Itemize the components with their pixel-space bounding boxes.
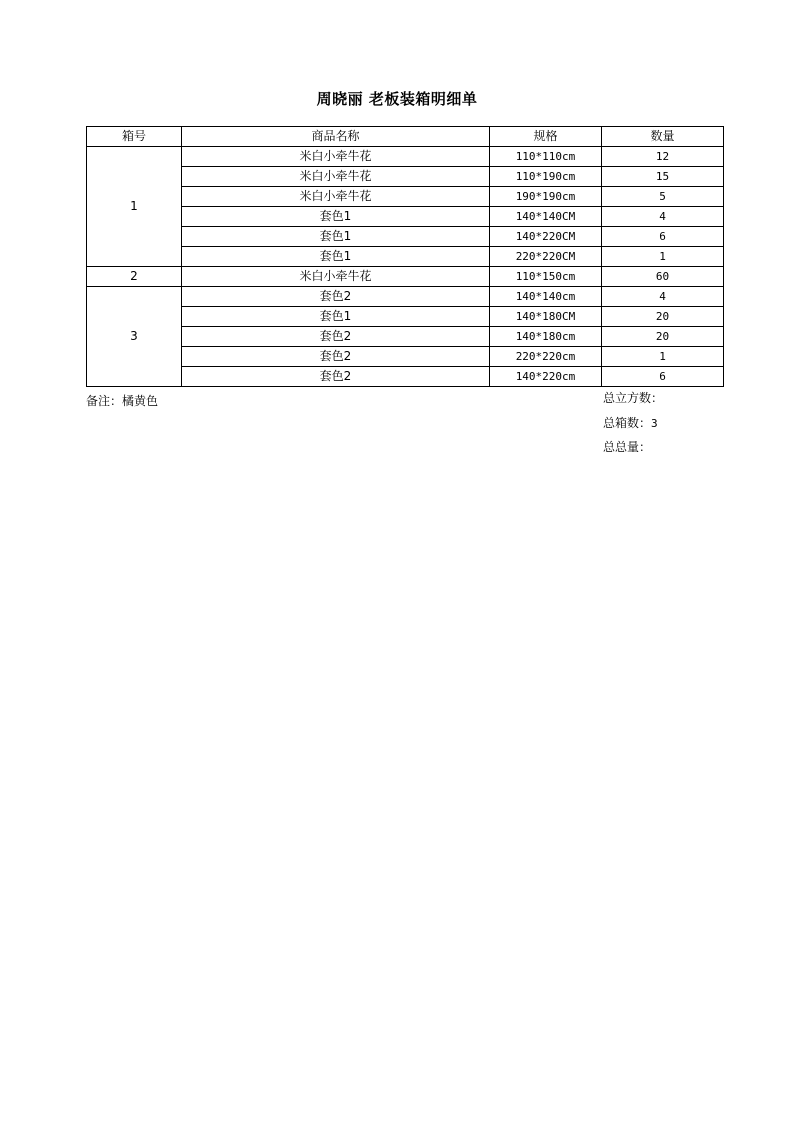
product-name-cell: 套色1: [182, 227, 490, 247]
table-row: [87, 147, 724, 167]
product-name-cell: 套色2: [182, 287, 490, 307]
table-row: [87, 327, 724, 347]
spec-cell: 110*150cm: [490, 267, 602, 287]
total-boxes-value: 3: [651, 417, 658, 430]
quantity-cell: 60: [602, 267, 724, 287]
product-name-cell: 套色1: [182, 207, 490, 227]
spec-cell: 140*140CM: [490, 207, 602, 227]
table-row: [87, 367, 724, 387]
header-quantity: 数量: [602, 127, 724, 147]
product-name-cell: 米白小牵牛花: [182, 167, 490, 187]
total-boxes-label: 总箱数：: [603, 416, 652, 430]
quantity-cell: 4: [602, 287, 724, 307]
header-box-no: 箱号: [87, 127, 182, 147]
quantity-cell: 6: [602, 367, 724, 387]
quantity-cell: 5: [602, 187, 724, 207]
quantity-cell: 6: [602, 227, 724, 247]
quantity-cell: 1: [602, 247, 724, 267]
quantity-cell: 15: [602, 167, 724, 187]
spec-cell: 140*180CM: [490, 307, 602, 327]
total-weight-label: 总总量：: [603, 440, 652, 454]
box-number-cell: 3: [87, 287, 182, 387]
table-header-row: [87, 127, 724, 147]
quantity-cell: 12: [602, 147, 724, 167]
header-spec: 规格: [490, 127, 602, 147]
quantity-cell: 20: [602, 327, 724, 347]
box-number-cell: 2: [87, 267, 182, 287]
product-name-cell: 套色1: [182, 247, 490, 267]
total-volume-line: [603, 389, 663, 406]
spec-cell: 110*190cm: [490, 167, 602, 187]
product-name-cell: 套色2: [182, 347, 490, 367]
table-row: [87, 347, 724, 367]
spec-cell: 110*110cm: [490, 147, 602, 167]
spec-cell: 140*180cm: [490, 327, 602, 347]
table-row: [87, 307, 724, 327]
table-row: [87, 187, 724, 207]
total-volume-label: 总立方数：: [603, 391, 664, 405]
total-boxes-line: [603, 414, 658, 431]
remark-note: 备注：橘黄色: [86, 394, 159, 408]
table-row: [87, 227, 724, 247]
box-number-cell: 1: [87, 147, 182, 267]
spec-cell: 140*220cm: [490, 367, 602, 387]
total-weight-line: [603, 438, 651, 455]
spec-cell: 190*190cm: [490, 187, 602, 207]
product-name-cell: 套色1: [182, 307, 490, 327]
product-name-cell: 套色2: [182, 327, 490, 347]
product-name-cell: 米白小牵牛花: [182, 147, 490, 167]
product-name-cell: 米白小牵牛花: [182, 187, 490, 207]
table-row: [87, 267, 724, 287]
table-row: [87, 287, 724, 307]
quantity-cell: 4: [602, 207, 724, 227]
table-row: [87, 207, 724, 227]
table-row: [87, 167, 724, 187]
spec-cell: 140*140cm: [490, 287, 602, 307]
spec-cell: 140*220CM: [490, 227, 602, 247]
packing-list-table: [86, 126, 724, 387]
table-row: [87, 247, 724, 267]
spec-cell: 220*220cm: [490, 347, 602, 367]
product-name-cell: 套色2: [182, 367, 490, 387]
header-product-name: 商品名称: [182, 127, 490, 147]
quantity-cell: 20: [602, 307, 724, 327]
document-title: 周晓丽 老板装箱明细单: [316, 90, 478, 108]
spec-cell: 220*220CM: [490, 247, 602, 267]
product-name-cell: 米白小牵牛花: [182, 267, 490, 287]
quantity-cell: 1: [602, 347, 724, 367]
